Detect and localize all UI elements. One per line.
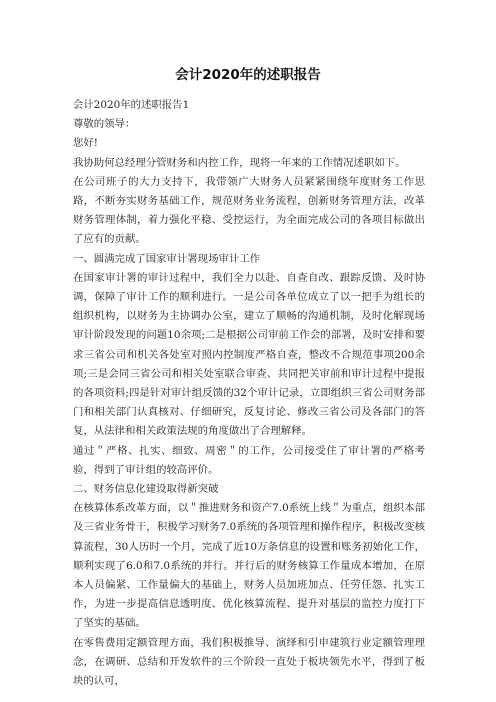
section-heading-2: 二、财务信息化建设取得新突破: [73, 483, 219, 496]
section-2-paragraph-1: 在核算体系改革方面，以＂推进财务和资产7.0系统上线＂为重点，组织本部及三省业务骨干，积极学习财务7.0系统的各项管理和操作程序，积极改变核算流程，30人历时一个月，完成了近10万条信息的设置和账务初始化工作，顺利实现了6.0和7.0系统的并行。并行后的财务核算工作量成本增加，在原本人员偏紧、工作量偏大的基础上，财务人员加班加点、任劳任怨、扎实工作，为进一步提高信息透明度、优化核算流程、提升对基层的监控力度打下了坚实的基础。: [73, 502, 425, 630]
section-2-paragraph-2: 在零售费用定额管理方面，我们积极推导、演绎和引申建筑行业定额管理理念，在调研、总结和开发软件的三个阶段一直处于板块领先水平，得到了板块的认可，: [73, 636, 425, 688]
section-1-paragraph: 在国家审计署的审计过程中，我们全力以赴、自查自改、跟踪反馈、及时协调，保障了审计工作的顺利进行。一是公司各单位成立了以一把手为组长的组织机构，以财务为主协调办公室，建立了顺畅的沟通机制，及时化解现场审计阶段发现的问题10余项;二是根据公司审前工作会的部署，及时安排和要求三省公司和机关各处室对照内控制度严格自查，整改不合规范事项200余项;三是会同三省公司和相关处室联合审查、共同把关审前和审计过程中提报的各项资料;四是针对审计组反馈的32个审计记录，立即组织三省公司财务部门和相关部门认真核对、仔细研究，反复讨论、修改三省公司及各部门的答复，从法律和相关政策法规的角度做出了合理解释。: [73, 271, 425, 438]
section-heading-1: 一、圆满完成了国家审计署现场审计工作: [73, 252, 261, 265]
intro-paragraph: 我协助何总经理分管财务和内控工作，现将一年来的工作情况述职如下。: [73, 156, 406, 169]
document-title: 会计2020年的述职报告: [175, 67, 321, 83]
report-subtitle: 会计2020年的述职报告1: [73, 99, 190, 111]
document-body: [73, 96, 425, 691]
section-1-conclusion: 通过＂严格、扎实、细致、周密＂的工作，公司接受住了审计署的严格考验，得到了审计组的较高评价。: [73, 444, 425, 476]
salutation: 尊敬的领导：: [73, 118, 136, 131]
summary-paragraph: 在公司班子的大力支持下，我带领广大财务人员紧紧围绕年度财务工作思路，不断夯实财务基础工作，规范财务业务流程，创新财务管理方法，改革财务管理体制，着力强化平稳、受控运行，为全面完成公司的各项目标做出了应有的贡献。: [73, 175, 425, 246]
greeting: 您好!: [73, 137, 98, 150]
